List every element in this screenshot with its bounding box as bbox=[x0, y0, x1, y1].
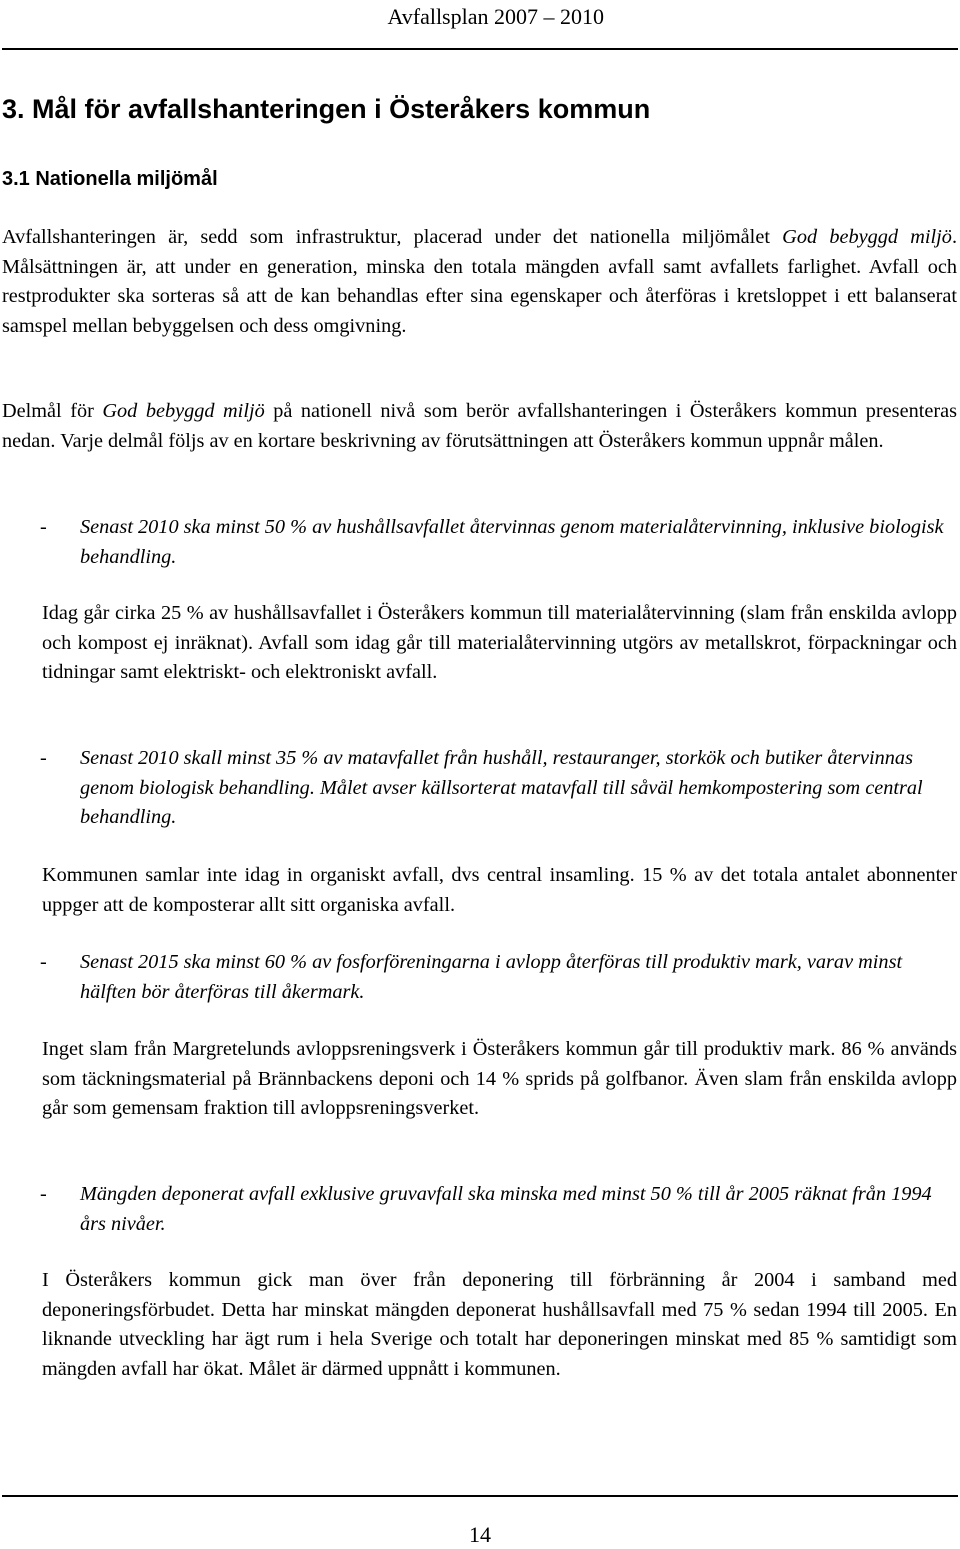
goal-text: Mängden deponerat avfall exklusive gruvavfall ska minska med minst 50 % till år 2005 räknat från 1994 års nivåer. bbox=[80, 1183, 932, 1235]
running-header-title: Avfallsplan 2007 – 2010 bbox=[387, 4, 604, 29]
subgoals-text-before: Delmål för bbox=[2, 400, 103, 422]
goal-item-4 bbox=[40, 1180, 958, 1239]
goal-item-2 bbox=[40, 744, 958, 833]
intro-paragraph bbox=[2, 223, 957, 341]
subgoals-text-after: på nationell nivå som berör avfallshanteringen i Österåkers kommun presenteras nedan. Varje delmål följs av en kortare beskrivning av förutsättningen att Österåkers kommun uppnår målen. bbox=[2, 400, 957, 452]
footer-divider bbox=[2, 1495, 958, 1497]
goal-text: Senast 2015 ska minst 60 % av fosforföreningarna i avlopp återföras till produktiv mark, varav minst hälften bör återföras till åkermark. bbox=[80, 951, 903, 1003]
intro-text-after: . Målsättningen är, att under en generation, minska den totala mängden avfall samt avfallets farlighet. Avfall och restprodukter ska sorteras så att de kan behandlas efter sina egenskaper och återföras i kretsloppet i ett balanserat samspel mellan bebyggelsen och dess omgivning. bbox=[2, 226, 958, 337]
chapter-title: 3. Mål för avfallshanteringen i Österåkers kommun bbox=[2, 94, 651, 124]
section-title: 3.1 Nationella miljömål bbox=[2, 168, 218, 190]
goal-dash: - bbox=[40, 747, 47, 769]
intro-goal-name: God bebyggd miljö bbox=[782, 226, 952, 248]
header-divider bbox=[2, 48, 958, 50]
goal-text: Senast 2010 skall minst 35 % av matavfallet från hushåll, restauranger, storkök och butiker återvinnas genom biologisk behandling. Målet avser källsorterat matavfall till såväl hemkompostering som central behandling. bbox=[80, 747, 923, 828]
page-number: 14 bbox=[469, 1522, 491, 1547]
goal-dash: - bbox=[40, 516, 47, 538]
goal-description-1: Idag går cirka 25 % av hushållsavfallet i Österåkers kommun till materialåtervinning (slam från enskilda avlopp och kompost ej inräknat). Avfall som idag går till materialåtervinning utgörs av metallskrot, förpackningar och tidningar samt elektriskt- och elektroniskt avfall. bbox=[42, 602, 957, 683]
subgoals-intro-paragraph bbox=[2, 397, 957, 456]
goal-dash: - bbox=[40, 951, 47, 973]
goal-text: Senast 2010 ska minst 50 % av hushållsavfallet återvinnas genom materialåtervinning, inklusive biologisk behandling. bbox=[80, 516, 944, 568]
goal-description-4: I Österåkers kommun gick man över från deponering till förbränning år 2004 i samband med deponeringsförbudet. Detta har minskat mängden deponerat hushållsavfall med 75 % sedan 1994 till 2005. En liknande utveckling har ägt rum i hela Sverige och totalt har deponeringen minskat med 85 % samtidigt som mängden avfall har ökat. Målet är därmed uppnått i kommunen. bbox=[42, 1269, 957, 1380]
goal-item-1 bbox=[40, 513, 958, 572]
goal-item-3 bbox=[40, 948, 958, 1007]
goal-description-3: Inget slam från Margretelunds avloppsreningsverk i Österåkers kommun går till produktiv mark. 86 % används som täckningsmaterial på Brännbackens deponi och 14 % sprids på golfbanor. Även slam från enskilda avlopp går som gemensam fraktion till avloppsreningsverket. bbox=[42, 1038, 957, 1119]
goal-description-2: Kommunen samlar inte idag in organiskt avfall, dvs central insamling. 15 % av det totala antalet abonnenter uppger att de komposterar allt sitt organiska avfall. bbox=[42, 864, 957, 916]
subgoals-goal-name: God bebyggd miljö bbox=[102, 400, 265, 422]
intro-text-before: Avfallshanteringen är, sedd som infrastruktur, placerad under det nationella miljömålet bbox=[2, 226, 783, 248]
goal-dash: - bbox=[40, 1183, 47, 1205]
